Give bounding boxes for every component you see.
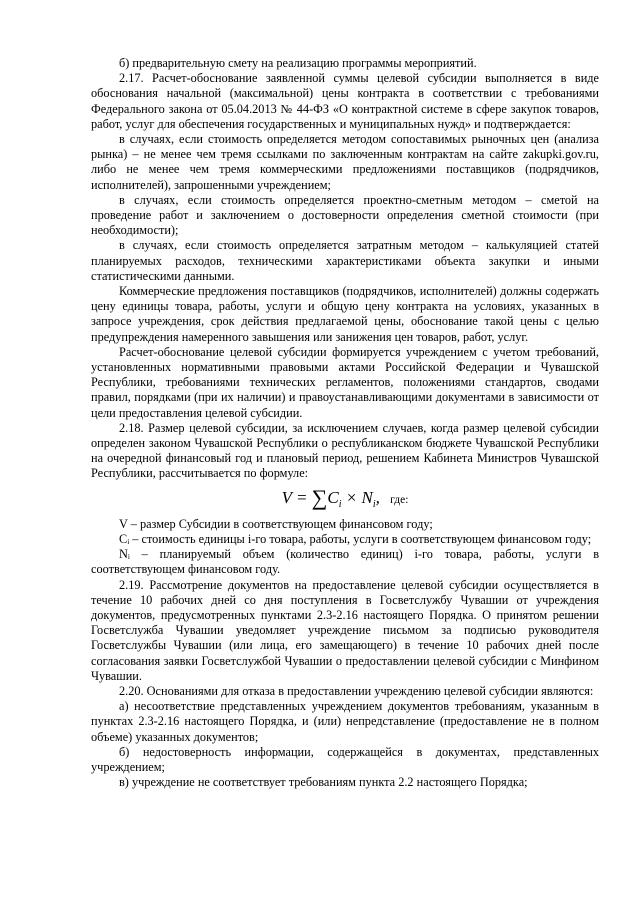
paragraph-2-17: 2.17. Расчет-обоснование заявленной суммы целевой субсидии выполняется в виде обоснования начальной (максимальной) цены контракта в соответствии с требованиями Федерального закона от 05.04.2013 № 44-ФЗ «О контрактной системе в сфере закупок товаров, работ, услуг для обеспечения государственных и муниципальных нужд» и подтверждается:	[91, 71, 599, 131]
formula-equals: =	[295, 487, 308, 507]
formula-c: C	[327, 487, 339, 507]
formula-lhs: V	[281, 487, 292, 507]
paragraph-c-definition: Cᵢ – стоимость единицы i-го товара, работы, услуги в соответствующем финансовом году;	[119, 531, 592, 546]
paragraph-estimate: б) предварительную смету на реализацию программы мероприятий.	[119, 56, 477, 70]
paragraph-refusal-b: б) недостоверность информации, содержащейся в документах, представленных учреждением;	[91, 744, 599, 774]
formula-sum-symbol: ∑	[311, 484, 328, 510]
subsidy-formula	[91, 484, 599, 512]
paragraph-2-19: 2.19. Рассмотрение документов на предоставление целевой субсидии осуществляется в течение 10 рабочих дней со дня поступления в Госветслужбу Чувашии от учреждения документов, предусмотренных пунктами 2.3-2.16 настоящего Порядка. О принятом решении Госветслужба Чувашии уведомляет учреждение письмом за подписью руководителя Госветслужбы Чувашии (или лица, его замещающего) в течение 10 рабочих дней после согласования заявки Госветслужбой Чувашии о предоставлении целевой субсидии с Минфином Чувашии.	[91, 577, 599, 683]
formula-suffix: где:	[390, 493, 409, 506]
formula-n-index: i	[372, 498, 376, 510]
document-body	[91, 56, 599, 790]
formula-c-index: i	[338, 498, 342, 510]
paragraph-design-method: в случаях, если стоимость определяется проектно-сметным методом – сметой на проведение работ и заключением о достоверности определения сметной стоимости (при необходимости);	[91, 192, 599, 238]
paragraph-n-definition: Nᵢ – планируемый объем (количество единиц) i-го товара, работы, услуги в соответствующем финансовом году.	[91, 547, 599, 577]
paragraph-commercial-offers: Коммерческие предложения поставщиков (подрядчиков, исполнителей) должны содержать цену единицы товара, работы, услуги и общую цену контракта на условиях, указанных в запросе учреждения, срок действия предлагаемой цены, обоснование такой цены с целью предупреждения намеренного завышения или занижения цен товаров, работ, услуг.	[91, 284, 599, 344]
paragraph-market-method: в случаях, если стоимость определяется методом сопоставимых рыночных цен (анализа рынка) – не менее чем тремя ссылками по заключенным контрактам на сайте zakupki.gov.ru, либо не менее чем тремя коммерческими предложениями поставщиков (подрядчиков, исполнителей), запрошенными учреждением;	[91, 132, 599, 192]
paragraph-cost-method: в случаях, если стоимость определяется затратным методом – калькуляцией статей планируемых расходов, техническими характеристиками объекта закупки и иными статистическими данными.	[91, 238, 599, 283]
formula-n: N	[361, 487, 373, 507]
paragraph-v-definition: V – размер Субсидии в соответствующем финансовом году;	[119, 516, 433, 531]
paragraph-refusal-a: а) несоответствие представленных учреждением документов требованиям, указанным в пунктах 2.3-2.16 настоящего Порядка, и (или) непредставление (предоставление не в полном объеме) указанных документов;	[91, 699, 599, 744]
paragraph-2-20: 2.20. Основаниями для отказа в предоставлении учреждению целевой субсидии являются:	[119, 683, 594, 698]
paragraph-refusal-c: в) учреждение не соответствует требованиям пункта 2.2 настоящего Порядка;	[119, 775, 528, 790]
paragraph-2-18: 2.18. Размер целевой субсидии, за исключением случаев, когда размер целевой субсидии определен законом Чувашской Республики о республиканском бюджете Чувашской Республики на очередной финансовый год и плановый период, решением Кабинета Министров Чувашской Республики, рассчитывается по формуле:	[91, 420, 599, 481]
paragraph-calculation: Расчет-обоснование целевой субсидии формируется учреждением с учетом требований, установленных нормативными правовыми актами Российской Федерации и Чувашской Республики, требованиями технических регламентов, положениями стандартов, сводами правил, порядками (при их наличии) и правоустанавливающими документами в зависимости от цели предоставления целевой субсидии.	[91, 344, 599, 420]
formula-comma: ,	[375, 487, 380, 507]
formula-times: ×	[345, 487, 358, 507]
